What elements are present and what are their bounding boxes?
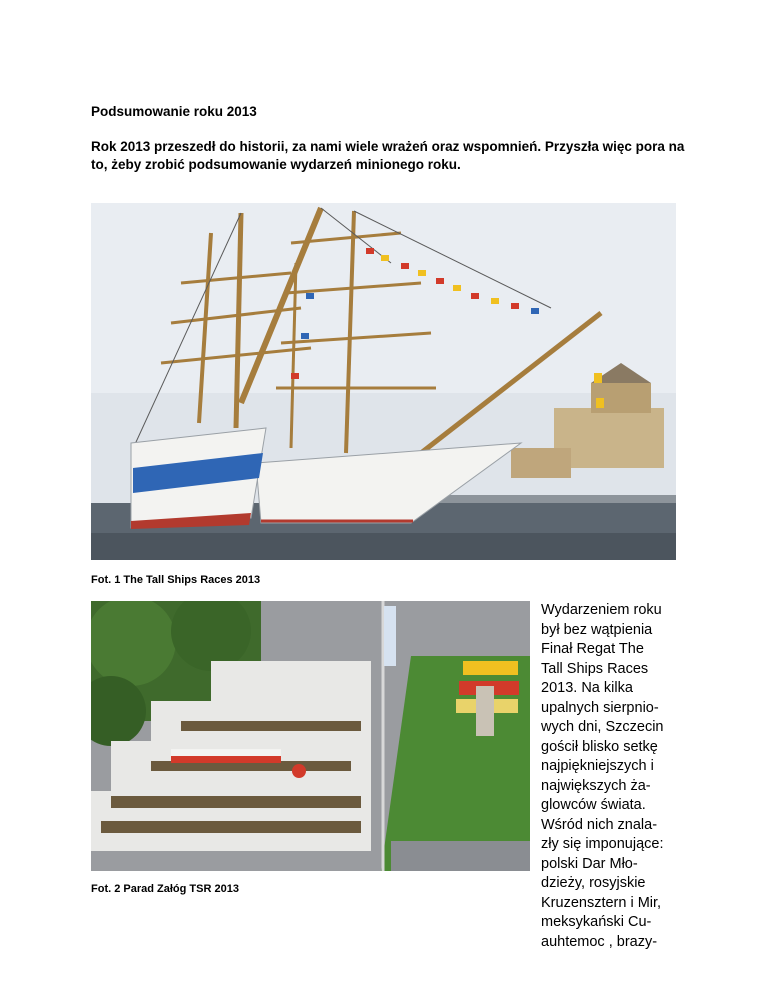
text-line: 2013. Na kilka — [541, 680, 633, 696]
figure-1-caption: Fot. 1 The Tall Ships Races 2013 — [91, 574, 261, 586]
crew-parade-photo — [91, 601, 530, 871]
text-line: zły się imponujące: — [541, 836, 664, 852]
text-line: Wydarzeniem roku — [541, 602, 662, 618]
text-line: Tall Ships Races — [541, 660, 649, 677]
text-line: upalnych sierpnio- — [541, 699, 659, 716]
text-line: Kruzensztern i Mir, — [541, 894, 662, 911]
text-line: auhtemoc , brazy- — [541, 933, 658, 950]
text-line: był bez wątpienia — [541, 621, 653, 638]
intro-paragraph: Rok 2013 przeszedł do historii, za nami wiele wrażeń oraz wspomnień. Przyszła więc pora na to, żeby zrobić podsumowanie wydarzeń minionego roku. — [91, 139, 685, 172]
text-line: gościł blisko setkę — [541, 738, 658, 755]
text-line: dzieży, rosyjskie — [541, 875, 646, 891]
text-line: Wśród nich znala- — [541, 816, 658, 833]
tall-ships-photo — [91, 203, 676, 560]
text-line: glowców świata. — [541, 797, 646, 813]
figure-2-caption: Fot. 2 Parad Załóg TSR 2013 — [91, 883, 239, 895]
body-text-column — [541, 601, 681, 952]
text-line: meksykański Cu- — [541, 914, 652, 930]
text-line: polski Dar Mło- — [541, 855, 638, 872]
text-line: Finał Regat The — [541, 641, 644, 657]
text-line: największych ża- — [541, 777, 651, 794]
page-title: Podsumowanie roku 2013 — [91, 104, 257, 119]
text-line: wych dni, Szczecin — [541, 719, 664, 735]
text-line: najpiękniejszych i — [541, 758, 654, 774]
